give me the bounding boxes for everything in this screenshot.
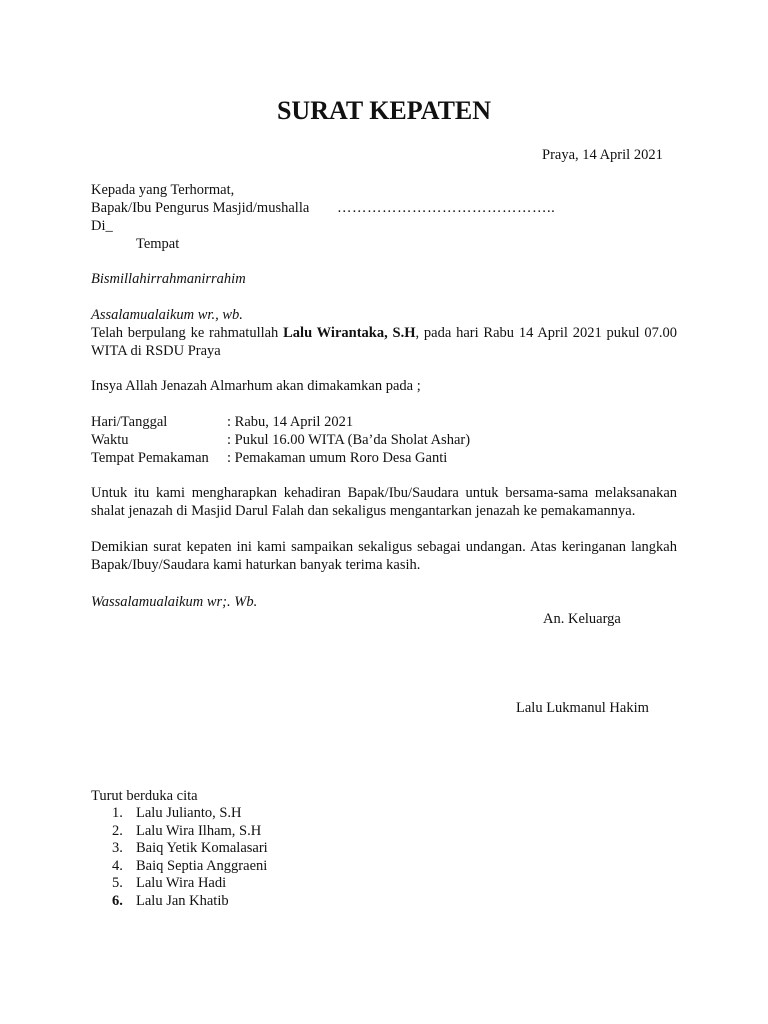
list-item xyxy=(112,875,268,893)
recipient-name: Bapak/Ibu Pengurus Masjid/mushalla xyxy=(91,200,310,216)
detail-label-time: Waktu xyxy=(91,432,129,448)
deceased-name: Lalu Wirantaka, S.H xyxy=(283,325,416,341)
condolence-heading: Turut berduka cita xyxy=(91,788,198,804)
greeting: Assalamualaikum wr., wb. xyxy=(91,307,243,323)
list-number: 1. xyxy=(112,805,123,821)
on-behalf: An. Keluarga xyxy=(543,611,621,627)
detail-label-date: Hari/Tanggal xyxy=(91,414,168,430)
list-name: Lalu Wira Ilham, S.H xyxy=(136,822,262,839)
list-name: Lalu Wira Hadi xyxy=(136,875,227,891)
list-name: Lalu Jan Khatib xyxy=(136,892,229,909)
signatory-name: Lalu Lukmanul Hakim xyxy=(516,700,649,716)
recipient-dots: …………………………………….. xyxy=(337,200,556,216)
basmalah: Bismillahirrahmanirrahim xyxy=(91,271,246,287)
farewell: Wassalamualaikum wr;. Wb. xyxy=(91,594,258,610)
recipient-tempat: Tempat xyxy=(136,236,180,252)
list-item xyxy=(112,805,268,823)
detail-value-date: : Rabu, 14 April 2021 xyxy=(227,414,354,430)
announcement-after: , pada hari Rabu 14 April 2021 pukul 07.00 WITA di RSDU Praya xyxy=(91,325,677,359)
list-number: 5. xyxy=(112,875,123,891)
list-number: 6. xyxy=(112,892,123,909)
place-date: Praya, 14 April 2021 xyxy=(542,147,663,163)
detail-value-place: : Pemakaman umum Roro Desa Ganti xyxy=(227,450,448,466)
list-name: Lalu Julianto, S.H xyxy=(136,805,242,821)
list-item xyxy=(112,858,268,876)
announcement-before: Telah berpulang ke rahmatullah xyxy=(91,325,284,341)
list-number: 3. xyxy=(112,840,123,856)
list-name: Baiq Yetik Komalasari xyxy=(136,840,268,856)
detail-value-time: : Pukul 16.00 WITA (Ba’da Sholat Ashar) xyxy=(227,432,471,448)
list-number: 4. xyxy=(112,857,123,874)
list-item xyxy=(112,823,268,841)
burial-intro: Insya Allah Jenazah Almarhum akan dimakamkan pada ; xyxy=(91,378,421,394)
recipient-salutation: Kepada yang Terhormat, xyxy=(91,182,235,198)
letter-title: SURAT KEPATEN xyxy=(276,96,492,125)
condolence-list xyxy=(112,805,268,910)
request-paragraph: Untuk itu kami mengharapkan kehadiran Bapak/Ibu/Saudara untuk bersama-sama melaksanakan shalat jenazah di Masjid Darul Falah dan sekaligus mengantarkan jenazah ke pemakamannya. xyxy=(91,485,677,519)
list-name: Baiq Septia Anggraeni xyxy=(136,857,268,874)
list-item xyxy=(112,840,268,858)
announcement-paragraph xyxy=(91,324,677,360)
list-item xyxy=(112,893,268,911)
closing-paragraph: Demikian surat kepaten ini kami sampaikan sekaligus sebagai undangan. Atas keringanan langkah Bapak/Ibuy/Saudara kami haturkan banyak terima kasih. xyxy=(91,539,677,573)
recipient-di: Di_ xyxy=(91,218,113,234)
detail-label-place: Tempat Pemakaman xyxy=(91,450,209,466)
list-number: 2. xyxy=(112,822,123,839)
